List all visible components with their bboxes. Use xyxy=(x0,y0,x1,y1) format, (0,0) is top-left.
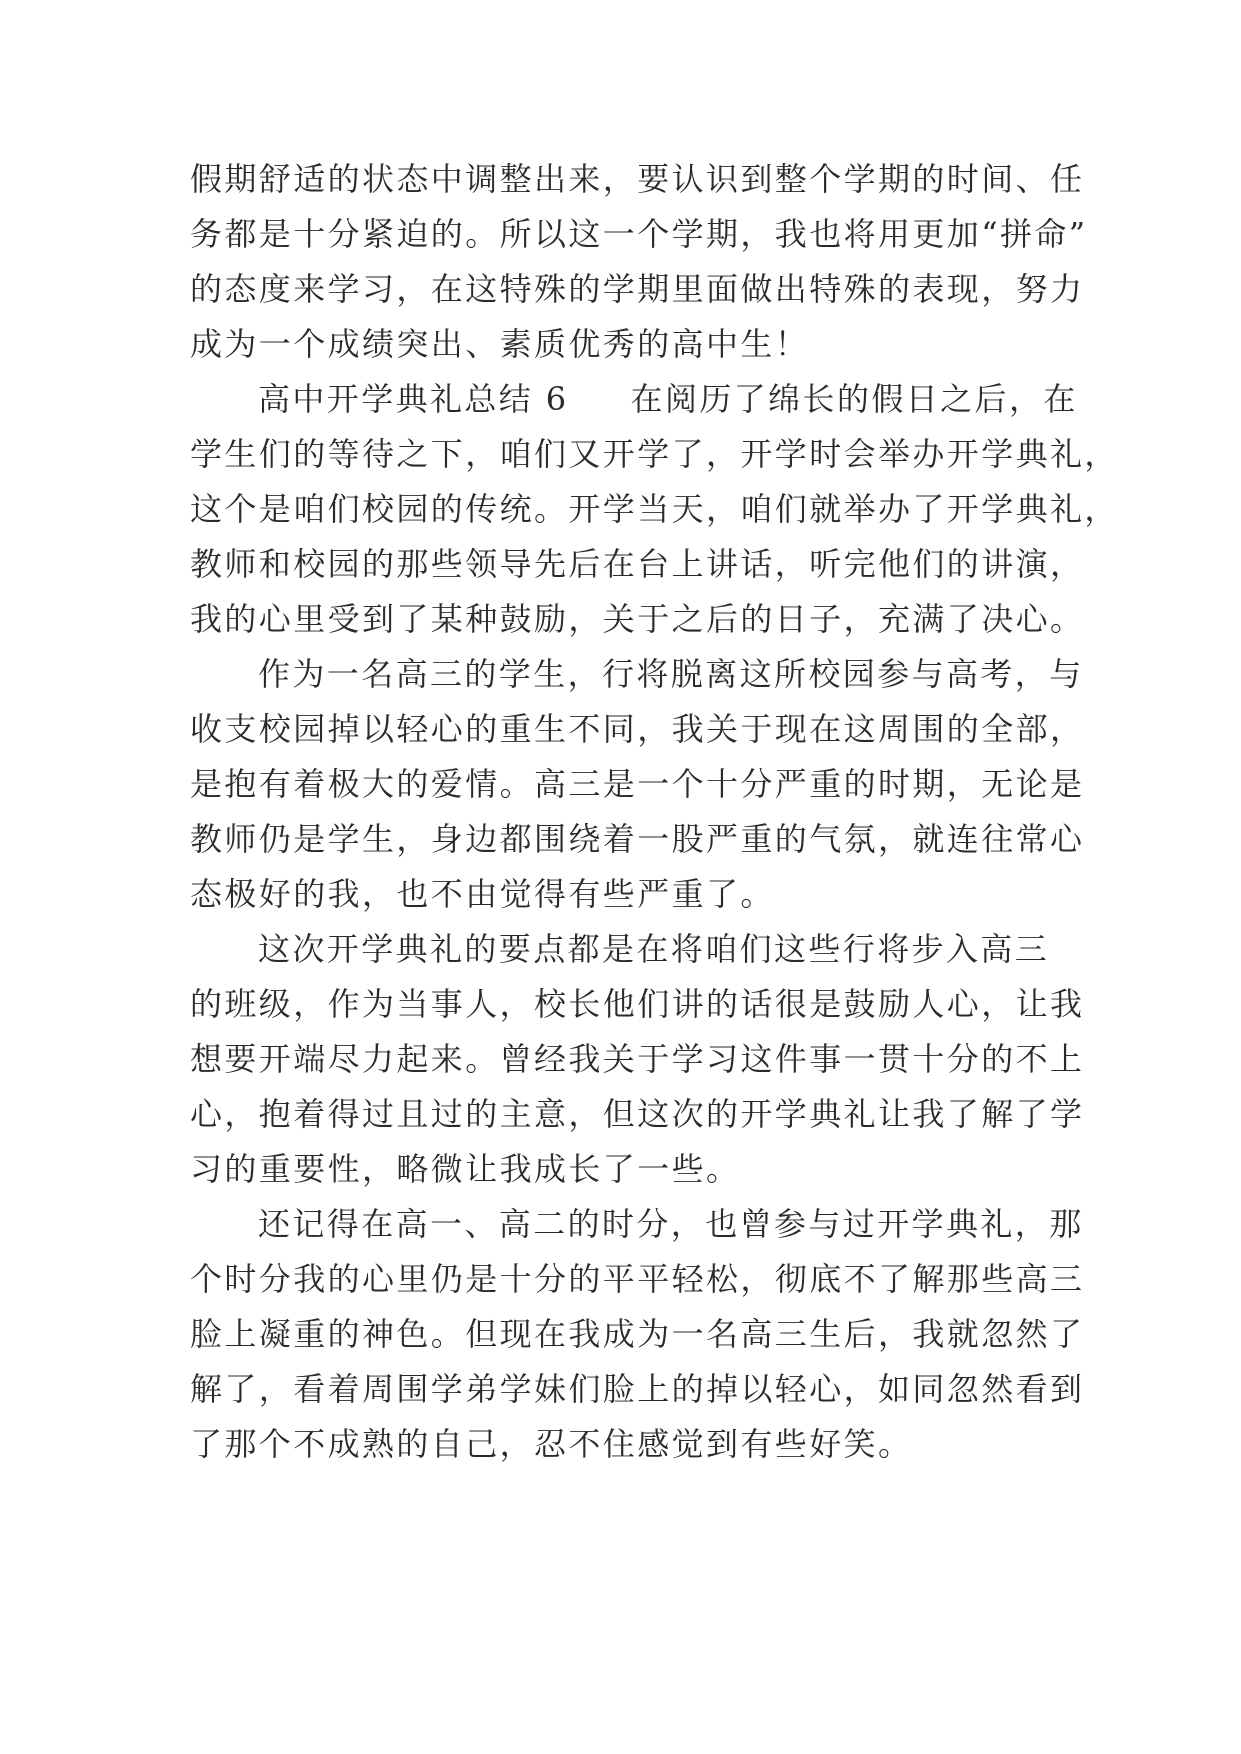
text-line: 想要开端尽力起来。曾经我关于学习这件事一贯十分的不上 xyxy=(190,1040,1085,1078)
text-line: 了那个不成熟的自己，忍不住感觉到有些好笑。 xyxy=(190,1425,913,1463)
text-line: 假期舒适的状态中调整出来，要认识到整个学期的时间、任 xyxy=(190,160,1085,198)
text-line: 解了，看着周围学弟学妹们脸上的掉以轻心，如同忽然看到 xyxy=(190,1370,1085,1408)
paragraph-start: 在阅历了绵长的假日之后，在 xyxy=(630,380,1078,418)
text-line: 的态度来学习，在这特殊的学期里面做出特殊的表现，努力 xyxy=(190,270,1085,308)
text-line: 这次开学典礼的要点都是在将咱们这些行将步入高三 xyxy=(258,930,1050,968)
text-line: 态极好的我，也不由觉得有些严重了。 xyxy=(190,875,775,913)
text-line: 教师仍是学生，身边都围绕着一股严重的气氛，就连往常心 xyxy=(190,820,1085,858)
text-line: 心，抱着得过且过的主意，但这次的开学典礼让我了解了学 xyxy=(190,1095,1085,1133)
text-line: 成为一个成绩突出、素质优秀的高中生！ xyxy=(190,325,810,363)
section-title: 高中开学典礼总结 6 xyxy=(258,380,569,418)
text-line: 教师和校园的那些领导先后在台上讲话，听完他们的讲演， xyxy=(190,545,1085,583)
text-line: 习的重要性，略微让我成长了一些。 xyxy=(190,1150,741,1188)
text-line: 个时分我的心里仍是十分的平平轻松，彻底不了解那些高三 xyxy=(190,1260,1085,1298)
section-title-line xyxy=(258,379,1078,419)
text-line: 还记得在高一、高二的时分，也曾参与过开学典礼，那 xyxy=(258,1205,1084,1243)
text-line: 务都是十分紧迫的。所以这一个学期，我也将用更加“拼命” xyxy=(190,215,1088,253)
text-line: 收支校园掉以轻心的重生不同，我关于现在这周围的全部， xyxy=(190,710,1085,748)
text-line: 这个是咱们校园的传统。开学当天，咱们就举办了开学典礼， xyxy=(190,490,1119,528)
text-line: 作为一名高三的学生，行将脱离这所校园参与高考，与 xyxy=(258,655,1084,693)
text-line: 是抱有着极大的爱情。高三是一个十分严重的时期，无论是 xyxy=(190,765,1085,803)
text-line: 我的心里受到了某种鼓励，关于之后的日子，充满了决心。 xyxy=(190,600,1085,638)
text-line: 的班级，作为当事人，校长他们讲的话很是鼓励人心，让我 xyxy=(190,985,1085,1023)
text-line: 脸上凝重的神色。但现在我成为一名高三生后，我就忽然了 xyxy=(190,1315,1085,1353)
text-line: 学生们的等待之下，咱们又开学了，开学时会举办开学典礼， xyxy=(190,435,1119,473)
